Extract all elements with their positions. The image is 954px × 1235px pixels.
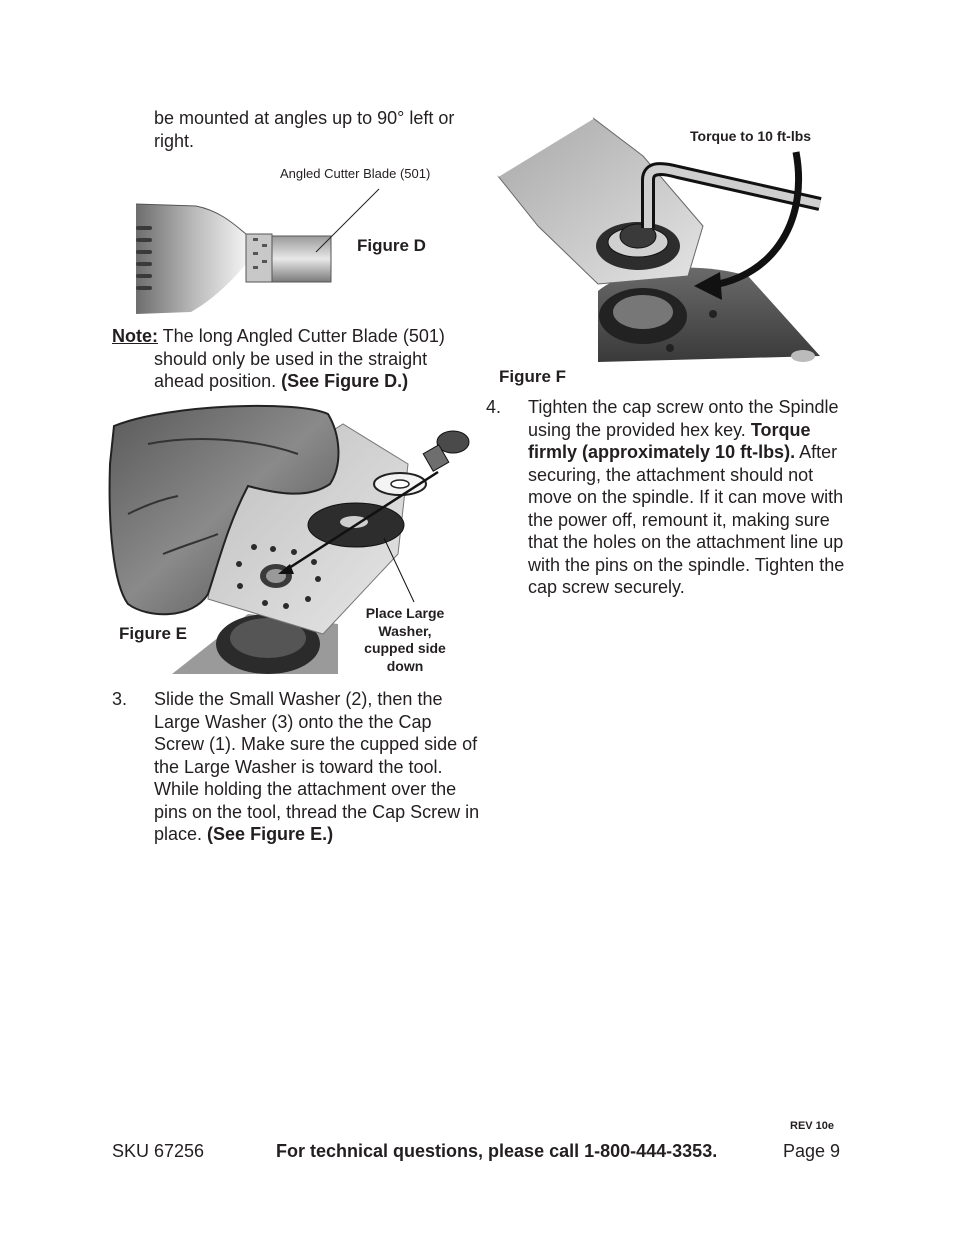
footer-page-number: Page 9 [783, 1141, 841, 1161]
figure-f-label: Figure F [499, 367, 567, 386]
revision-label: REV 10e [790, 1120, 835, 1132]
step-4-text-a: Tighten the cap screw onto the Spindle using the provided hex key. [528, 397, 839, 440]
note-paragraph [112, 325, 482, 393]
step-4-text-b: After securing, the attachment should not move on the spindle. If it can move with the power off, remount it, making sure that the holes on the attachment line up with the pins on the spindle. Tighten the cap screw securely. [528, 442, 845, 597]
note-heading: Note: [112, 326, 158, 346]
step-4 [486, 396, 846, 599]
step-4-number: 4. [486, 397, 502, 417]
step-4-body [528, 396, 846, 599]
figure-e-callout-line: cupped side [364, 640, 446, 656]
footer-help-line: For technical questions, please call 1-800-444-3353. [276, 1141, 718, 1161]
figure-d-callout: Angled Cutter Blade (501) [280, 166, 431, 181]
figure-f-callout: Torque to 10 ft-lbs [690, 128, 812, 144]
intro-paragraph [154, 107, 474, 152]
step-3-text: Slide the Small Washer (2), then the Large Washer (3) onto the the Cap Screw (1). Make sure the cupped side of the Large Washer is toward the tool. While holding the attachment over the pins on the tool, thread the Cap Screw in place. [154, 689, 480, 844]
figure-f-illustration [498, 116, 828, 364]
figure-d-label: Figure D [357, 236, 426, 255]
figure-e-callout [350, 605, 460, 675]
figure-e-callout-line: Place Large [365, 605, 445, 621]
intro-text: be mounted at angles up to 90° left or right. [154, 108, 455, 151]
step-3-body [154, 688, 482, 846]
figure-e-callout-line: Washer, [378, 622, 432, 639]
note-text: The long Angled Cutter Blade (501) should only be used in the straight ahead position. [154, 326, 445, 391]
note-emphasis: (See Figure D.) [281, 371, 409, 391]
step-3-number: 3. [112, 689, 128, 709]
footer-sku: SKU 67256 [112, 1141, 205, 1161]
figure-e-label: Figure E [119, 624, 188, 643]
step-3-emphasis: (See Figure E.) [207, 824, 334, 844]
figure-e-callout-line: down [386, 657, 424, 674]
step-4-emphasis: Torque firmly (approximately 10 ft-lbs). [528, 419, 811, 462]
step-3 [112, 688, 482, 846]
